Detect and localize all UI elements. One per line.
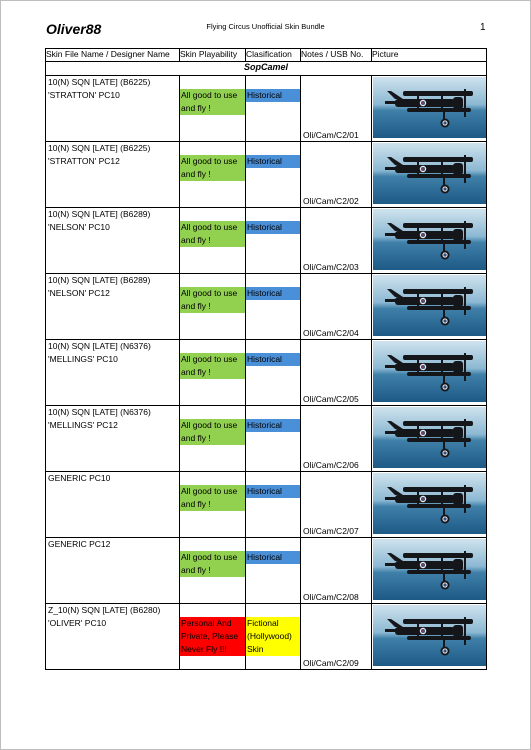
strut-left [417, 425, 419, 439]
roundel-wheel [442, 516, 447, 521]
classification-badge: Historical [246, 485, 300, 498]
roundel-upper [420, 562, 426, 568]
playability-badge: All good to use and fly ! [180, 485, 245, 511]
strut-right [441, 623, 443, 637]
notes-cell [301, 472, 372, 538]
skin-designer-name: 'STRATTON' PC10 [48, 89, 120, 100]
camel-skin-image [373, 275, 486, 336]
picture-cell [372, 406, 487, 472]
skin-name-cell [46, 406, 180, 472]
table-row [46, 472, 487, 538]
strut-right [441, 293, 443, 307]
strut-left [417, 227, 419, 241]
sky-background [373, 275, 486, 336]
table-row [46, 340, 487, 406]
skin-designer-name: 'STRATTON' PC12 [48, 155, 120, 166]
playability-badge: All good to use and fly ! [180, 419, 245, 445]
notes-cell [301, 208, 372, 274]
propeller [464, 155, 466, 183]
usb-number: Oli/Cam/C2/01 [303, 130, 359, 140]
propeller [464, 617, 466, 645]
playability-cell [180, 142, 246, 208]
column-header-playability: Skin Playability [180, 49, 246, 62]
table-body [46, 62, 487, 670]
table-row [46, 76, 487, 142]
tailplane [385, 629, 399, 632]
usb-number: Oli/Cam/C2/05 [303, 394, 359, 404]
camel-skin-image [373, 539, 486, 600]
roundel-wheel [442, 582, 447, 587]
skin-name-cell [46, 76, 180, 142]
skin-file-name: 10(N) SQN [LATE] (B6289) [48, 209, 151, 219]
camel-skin-image [373, 407, 486, 468]
classification-badge: Historical [246, 221, 300, 234]
strut-left [417, 161, 419, 175]
roundel-upper [420, 430, 426, 436]
skin-designer-name: 'MELLINGS' PC12 [48, 419, 118, 430]
sky-background [373, 539, 486, 600]
skin-name-cell [46, 274, 180, 340]
upper-wing [403, 553, 473, 558]
skin-name-cell [46, 472, 180, 538]
playability-badge: All good to use and fly ! [180, 221, 245, 247]
roundel-upper [420, 100, 426, 106]
table-row [46, 406, 487, 472]
engine-cowling [453, 295, 463, 307]
propeller [464, 353, 466, 381]
usb-number: Oli/Cam/C2/08 [303, 592, 359, 602]
engine-cowling [453, 229, 463, 241]
strut-left [417, 359, 419, 373]
engine-cowling [453, 97, 463, 109]
classification-cell [246, 538, 301, 604]
roundel-wheel [442, 186, 447, 191]
picture-cell [372, 538, 487, 604]
playability-badge: Personal And Private, Please Never Fly !!! [180, 617, 245, 656]
tailplane [385, 167, 399, 170]
propeller [464, 89, 466, 117]
roundel-upper [420, 298, 426, 304]
skin-file-name: 10(N) SQN [LATE] (N6376) [48, 341, 151, 351]
playability-cell [180, 604, 246, 670]
classification-cell [246, 340, 301, 406]
table-row [46, 538, 487, 604]
classification-cell [246, 472, 301, 538]
engine-cowling [453, 559, 463, 571]
camel-skin-image [373, 143, 486, 204]
column-header-classification: Clasification [246, 49, 301, 62]
roundel-wheel [442, 450, 447, 455]
upper-wing [403, 487, 473, 492]
usb-number: Oli/Cam/C2/04 [303, 328, 359, 338]
roundel-upper [420, 232, 426, 238]
roundel-wheel [442, 120, 447, 125]
roundel-upper [420, 364, 426, 370]
skin-name-cell [46, 604, 180, 670]
usb-number: Oli/Cam/C2/07 [303, 526, 359, 536]
strut-right [441, 491, 443, 505]
playability-cell [180, 76, 246, 142]
classification-cell [246, 208, 301, 274]
classification-badge: Historical [246, 89, 300, 102]
propeller [464, 485, 466, 513]
skin-name-cell [46, 538, 180, 604]
strut-right [441, 359, 443, 373]
roundel-upper [420, 166, 426, 172]
playability-cell [180, 472, 246, 538]
table-row [46, 142, 487, 208]
classification-cell [246, 142, 301, 208]
notes-cell [301, 340, 372, 406]
strut-right [441, 161, 443, 175]
propeller [464, 287, 466, 315]
playability-cell [180, 538, 246, 604]
strut-left [417, 95, 419, 109]
classification-badge: Historical [246, 551, 300, 564]
skin-table [45, 48, 487, 670]
picture-cell [372, 604, 487, 670]
notes-cell [301, 604, 372, 670]
notes-cell [301, 76, 372, 142]
table-row [46, 604, 487, 670]
camel-skin-image [373, 209, 486, 270]
playability-cell [180, 340, 246, 406]
upper-wing [403, 421, 473, 426]
picture-cell [372, 76, 487, 142]
column-header-skin-file-name: Skin File Name / Designer Name [46, 49, 180, 62]
column-header-notes: Notes / USB No. [301, 49, 372, 62]
sky-background [373, 77, 486, 138]
strut-left [417, 491, 419, 505]
camel-skin-image [373, 341, 486, 402]
skin-file-name: 10(N) SQN [LATE] (N6376) [48, 407, 151, 417]
camel-skin-image [373, 605, 486, 666]
roundel-wheel [442, 252, 447, 257]
strut-left [417, 293, 419, 307]
strut-right [441, 227, 443, 241]
engine-cowling [453, 361, 463, 373]
skin-designer-name: 'NELSON' PC12 [48, 287, 110, 298]
classification-badge: Fictional (Hollywood) Skin [246, 617, 300, 656]
tailplane [385, 563, 399, 566]
tailplane [385, 431, 399, 434]
page-number: 1 [480, 22, 486, 33]
upper-wing [403, 91, 473, 96]
upper-wing [403, 355, 473, 360]
playability-badge: All good to use and fly ! [180, 89, 245, 115]
classification-cell [246, 406, 301, 472]
column-header-picture: Picture [372, 49, 487, 62]
playability-badge: All good to use and fly ! [180, 551, 245, 577]
skin-name-cell [46, 340, 180, 406]
tailplane [385, 365, 399, 368]
strut-right [441, 557, 443, 571]
skin-file-name: GENERIC PC10 [48, 473, 111, 483]
tailplane [385, 101, 399, 104]
playability-cell [180, 274, 246, 340]
skin-designer-name: 'OLIVER' PC10 [48, 617, 107, 628]
skin-file-name: 10(N) SQN [LATE] (B6225) [48, 77, 151, 87]
classification-cell [246, 76, 301, 142]
propeller [464, 551, 466, 579]
table-row [46, 274, 487, 340]
usb-number: Oli/Cam/C2/09 [303, 658, 359, 668]
usb-number: Oli/Cam/C2/06 [303, 460, 359, 470]
propeller [464, 419, 466, 447]
engine-cowling [453, 163, 463, 175]
roundel-wheel [442, 648, 447, 653]
usb-number: Oli/Cam/C2/02 [303, 196, 359, 206]
classification-cell [246, 604, 301, 670]
picture-cell [372, 340, 487, 406]
engine-cowling [453, 427, 463, 439]
skin-name-cell [46, 142, 180, 208]
table-row [46, 208, 487, 274]
engine-cowling [453, 625, 463, 637]
playability-badge: All good to use and fly ! [180, 287, 245, 313]
skin-name-cell [46, 208, 180, 274]
notes-cell [301, 274, 372, 340]
notes-cell [301, 538, 372, 604]
notes-cell [301, 142, 372, 208]
classification-badge: Historical [246, 155, 300, 168]
sky-background [373, 143, 486, 204]
playability-badge: All good to use and fly ! [180, 353, 245, 379]
skin-file-name: GENERIC PC12 [48, 539, 111, 549]
roundel-wheel [442, 318, 447, 323]
strut-right [441, 95, 443, 109]
notes-cell [301, 406, 372, 472]
camel-skin-image [373, 77, 486, 138]
classification-badge: Historical [246, 419, 300, 432]
propeller [464, 221, 466, 249]
roundel-wheel [442, 384, 447, 389]
document-title: Flying Circus Unofficial Skin Bundle [206, 22, 325, 31]
tailplane [385, 497, 399, 500]
usb-number: Oli/Cam/C2/03 [303, 262, 359, 272]
upper-wing [403, 289, 473, 294]
sky-background [373, 407, 486, 468]
picture-cell [372, 274, 487, 340]
author-name: Oliver88 [46, 21, 102, 37]
group-row [46, 62, 487, 76]
skin-designer-name: 'NELSON' PC10 [48, 221, 110, 232]
upper-wing [403, 223, 473, 228]
sky-background [373, 341, 486, 402]
skin-designer-name: 'MELLINGS' PC10 [48, 353, 118, 364]
engine-cowling [453, 493, 463, 505]
picture-cell [372, 142, 487, 208]
picture-cell [372, 472, 487, 538]
group-label: SopCamel [46, 62, 487, 76]
strut-left [417, 623, 419, 637]
sky-background [373, 473, 486, 534]
camel-skin-image [373, 473, 486, 534]
strut-left [417, 557, 419, 571]
strut-right [441, 425, 443, 439]
roundel-upper [420, 628, 426, 634]
sky-background [373, 209, 486, 270]
playability-cell [180, 208, 246, 274]
roundel-upper [420, 496, 426, 502]
upper-wing [403, 619, 473, 624]
playability-badge: All good to use and fly ! [180, 155, 245, 181]
sky-background [373, 605, 486, 666]
tailplane [385, 233, 399, 236]
skin-file-name: Z_10(N) SQN [LATE] (B6280) [48, 605, 161, 615]
classification-badge: Historical [246, 287, 300, 300]
classification-badge: Historical [246, 353, 300, 366]
tailplane [385, 299, 399, 302]
upper-wing [403, 157, 473, 162]
picture-cell [372, 208, 487, 274]
skin-file-name: 10(N) SQN [LATE] (B6225) [48, 143, 151, 153]
classification-cell [246, 274, 301, 340]
skin-file-name: 10(N) SQN [LATE] (B6289) [48, 275, 151, 285]
playability-cell [180, 406, 246, 472]
header-row [46, 49, 487, 62]
